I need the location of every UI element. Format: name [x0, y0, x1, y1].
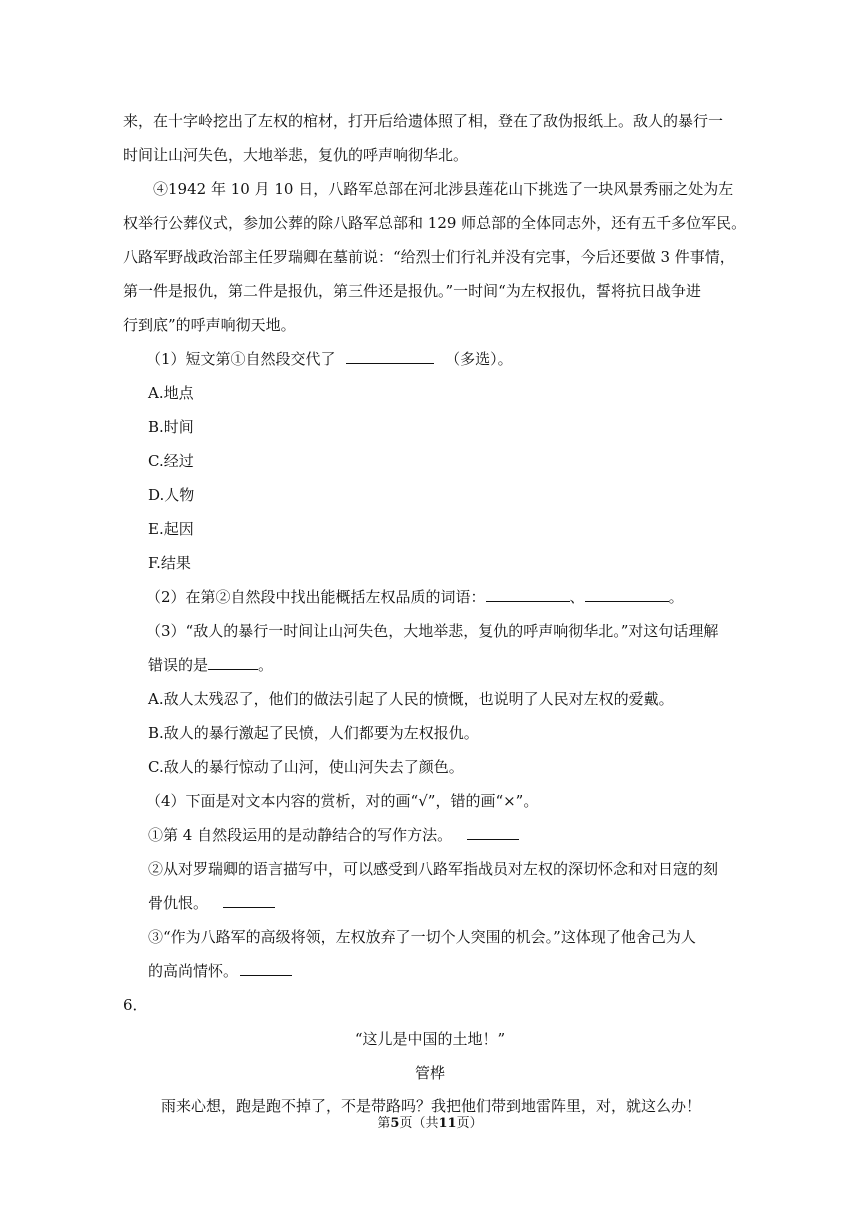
- question-4-item-2-line-2: [148, 893, 275, 913]
- option-d: D.人物: [148, 486, 195, 504]
- paragraph-3-line-1: 来，在十字岭挖出了左权的棺材，打开后给遗体照了相，登在了敌伪报纸上。敌人的暴行一: [123, 112, 724, 130]
- passage-first-line: 雨来心想，跑是跑不掉了，不是带路吗？我把他们带到地雷阵里，对，就这么办！: [161, 1097, 702, 1115]
- question-3-prompt: 错误的是: [148, 656, 209, 674]
- question-3-answer-blank[interactable]: [208, 655, 258, 670]
- question-2: [146, 587, 684, 607]
- question-3-option-c: C.敌人的暴行惊动了山河，使山河失去了颜色。: [148, 758, 464, 776]
- question-1: [146, 349, 513, 369]
- question-3-line-1: （3）“敌人的暴行一时间让山河失色，大地举悲，复仇的呼声响彻华北。”对这句话理解: [146, 622, 719, 640]
- paragraph-4-line-2: 权举行公葬仪式，参加公葬的除八路军总部和 129 师总部的全体同志外，还有五千多位军民。: [123, 214, 747, 232]
- paragraph-4-line-1: ④1942 年 10 月 10 日，八路军总部在河北涉县莲花山下挑选了一块风景秀丽之处为左: [153, 180, 734, 198]
- footer-page-total: 11: [438, 1116, 457, 1131]
- question-3-end: 。: [258, 656, 274, 674]
- question-4-item-3-blank[interactable]: [240, 961, 292, 976]
- option-a: A.地点: [148, 384, 194, 402]
- question-4-intro: （4）下面是对文本内容的赏析，对的画“√”，错的画“×”。: [146, 792, 539, 810]
- question-1-suffix: （多选）。: [445, 350, 513, 368]
- paragraph-4-line-4: 第一件是报仇，第二件是报仇，第三件还是报仇。”一时间“为左权报仇，誓将抗日战争进: [123, 282, 701, 300]
- question-3-line-2: [148, 655, 273, 675]
- option-c: C.经过: [148, 452, 194, 470]
- question-4-item-2-line-1: ②从对罗瑞卿的语言描写中，可以感受到八路军指战员对左权的深切怀念和对日寇的刻: [148, 860, 719, 878]
- question-4-item-3-text: 的高尚情怀。: [148, 962, 239, 980]
- option-b: B.时间: [148, 418, 194, 436]
- footer-page-number: 5: [390, 1116, 400, 1131]
- paragraph-4-line-5: 行到底”的呼声响彻天地。: [123, 316, 296, 334]
- footer-suffix: 页）: [456, 1116, 483, 1131]
- option-e: E.起因: [148, 520, 194, 538]
- passage-author: 管桦: [414, 1064, 445, 1082]
- footer-prefix: 第: [377, 1116, 391, 1131]
- option-f: F.结果: [148, 554, 191, 572]
- question-6-number: 6．: [123, 996, 148, 1014]
- question-3-option-b: B.敌人的暴行激起了民愤，人们都要为左权报仇。: [148, 724, 479, 742]
- question-4-item-3-line-2: [148, 961, 292, 981]
- question-2-separator: 、: [569, 588, 585, 606]
- question-4-item-1: [148, 825, 519, 845]
- question-1-answer-blank[interactable]: [346, 349, 434, 364]
- question-2-blank-1[interactable]: [486, 587, 570, 602]
- question-1-prompt: （1）短文第①自然段交代了: [146, 350, 336, 368]
- question-4-item-1-text: ①第 4 自然段运用的是动静结合的写作方法。: [148, 826, 453, 844]
- passage-title: “这儿是中国的土地！”: [354, 1030, 506, 1048]
- question-2-prompt: （2）在第②自然段中找出能概括左权品质的词语：: [146, 588, 486, 606]
- question-3-option-a: A.敌人太残忍了，他们的做法引起了人民的愤慨，也说明了人民对左权的爱戴。: [148, 690, 674, 708]
- question-4-item-2-text: 骨仇恨。: [148, 894, 209, 912]
- page-footer: [0, 1115, 860, 1133]
- question-4-item-1-blank[interactable]: [467, 825, 519, 840]
- question-2-end: 。: [668, 588, 684, 606]
- paragraph-3-line-2: 时间让山河失色，大地举悲，复仇的呼声响彻华北。: [123, 146, 469, 164]
- footer-mid: 页（共: [399, 1116, 439, 1131]
- paragraph-4-line-3: 八路军野战政治部主任罗瑞卿在墓前说：“给烈士们行礼并没有完事，今后还要做 3 件事情，: [123, 248, 735, 266]
- question-4-item-2-blank[interactable]: [223, 893, 275, 908]
- question-2-blank-2[interactable]: [585, 587, 669, 602]
- question-4-item-3-line-1: ③“作为八路军的高级将领，左权放弃了一切个人突围的机会。”这体现了他舍己为人: [148, 928, 696, 946]
